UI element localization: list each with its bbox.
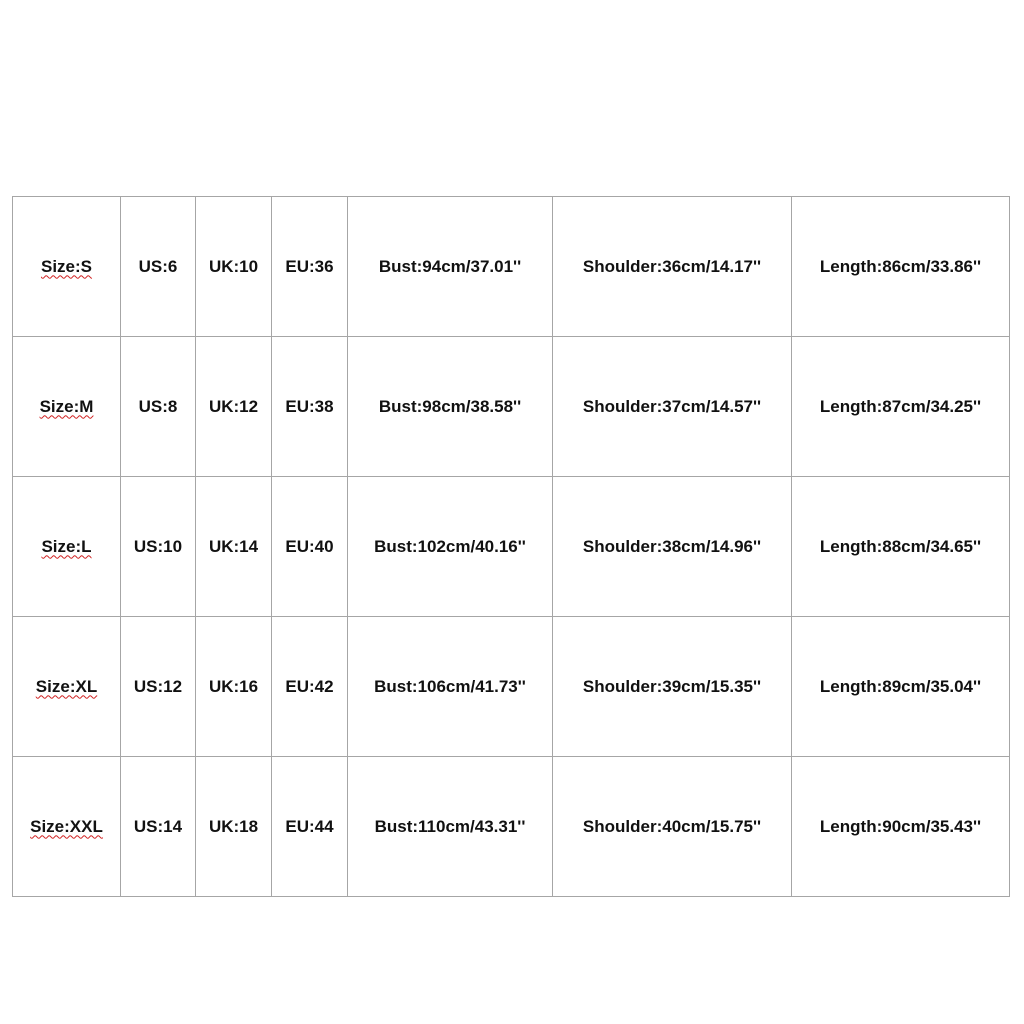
shoulder-cell: Shoulder:37cm/14.57''	[553, 337, 792, 477]
eu-size-cell: EU:40	[272, 477, 348, 617]
uk-size-cell: UK:14	[196, 477, 272, 617]
size-cell	[13, 617, 121, 757]
table-row	[13, 757, 1010, 897]
size-chart-table	[12, 196, 1010, 897]
size-cell	[13, 197, 121, 337]
eu-size-cell: EU:36	[272, 197, 348, 337]
table-row	[13, 477, 1010, 617]
uk-size-cell: UK:12	[196, 337, 272, 477]
length-cell: Length:89cm/35.04''	[792, 617, 1010, 757]
uk-size-cell: UK:18	[196, 757, 272, 897]
shoulder-cell: Shoulder:40cm/15.75''	[553, 757, 792, 897]
length-cell: Length:86cm/33.86''	[792, 197, 1010, 337]
shoulder-cell: Shoulder:36cm/14.17''	[553, 197, 792, 337]
size-label: Size:S	[40, 256, 93, 276]
size-cell	[13, 337, 121, 477]
size-label: Size:M	[39, 396, 94, 416]
eu-size-cell: EU:42	[272, 617, 348, 757]
bust-cell: Bust:110cm/43.31''	[348, 757, 553, 897]
us-size-cell: US:14	[121, 757, 196, 897]
table-row	[13, 197, 1010, 337]
us-size-cell: US:12	[121, 617, 196, 757]
uk-size-cell: UK:16	[196, 617, 272, 757]
table-row	[13, 617, 1010, 757]
eu-size-cell: EU:44	[272, 757, 348, 897]
us-size-cell: US:10	[121, 477, 196, 617]
bust-cell: Bust:98cm/38.58''	[348, 337, 553, 477]
us-size-cell: US:8	[121, 337, 196, 477]
length-cell: Length:87cm/34.25''	[792, 337, 1010, 477]
length-cell: Length:90cm/35.43''	[792, 757, 1010, 897]
uk-size-cell: UK:10	[196, 197, 272, 337]
length-cell: Length:88cm/34.65''	[792, 477, 1010, 617]
table-row	[13, 337, 1010, 477]
size-cell	[13, 477, 121, 617]
eu-size-cell: EU:38	[272, 337, 348, 477]
size-label: Size:XL	[35, 676, 98, 696]
size-cell	[13, 757, 121, 897]
bust-cell: Bust:94cm/37.01''	[348, 197, 553, 337]
size-label: Size:XXL	[30, 816, 103, 836]
size-label: Size:L	[41, 536, 92, 556]
us-size-cell: US:6	[121, 197, 196, 337]
shoulder-cell: Shoulder:38cm/14.96''	[553, 477, 792, 617]
bust-cell: Bust:106cm/41.73''	[348, 617, 553, 757]
bust-cell: Bust:102cm/40.16''	[348, 477, 553, 617]
shoulder-cell: Shoulder:39cm/15.35''	[553, 617, 792, 757]
